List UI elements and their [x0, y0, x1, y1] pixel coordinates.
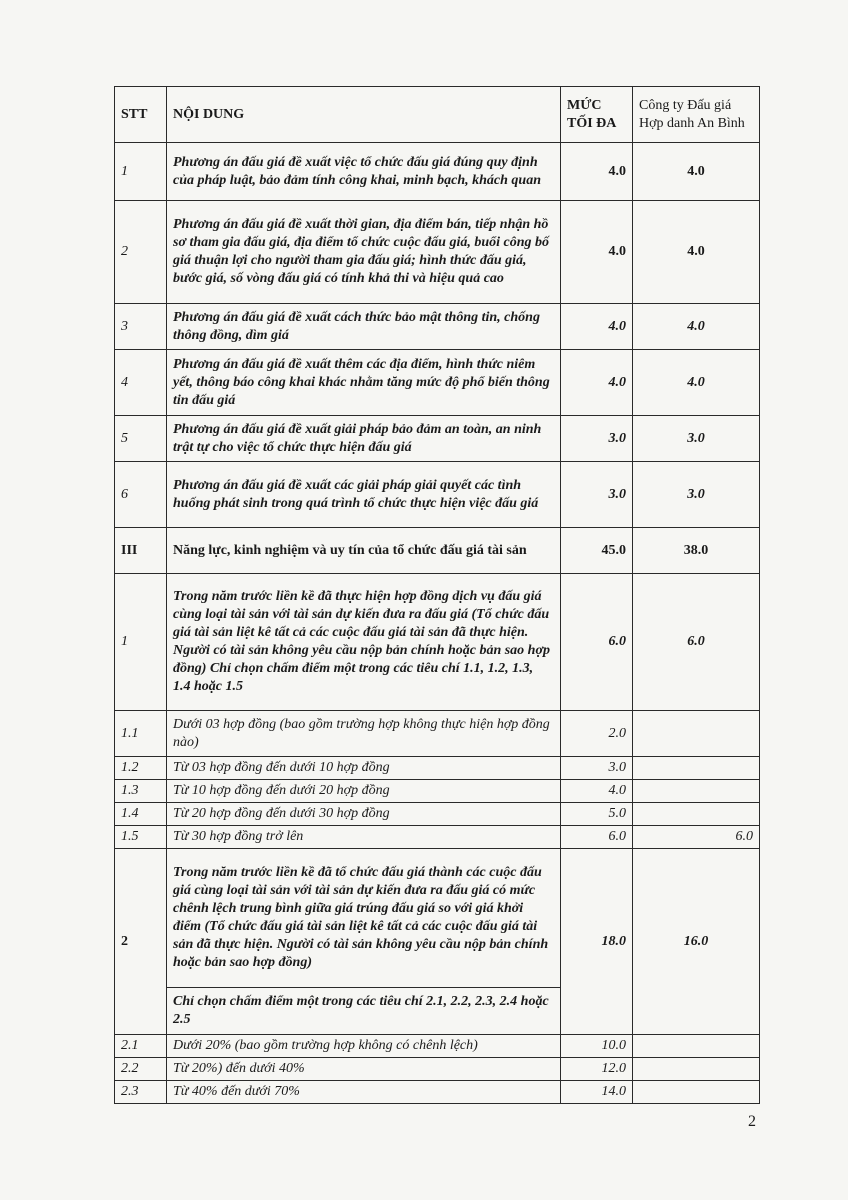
row-max: 14.0: [561, 1081, 633, 1104]
row-score: 38.0: [633, 528, 760, 574]
row-stt: 2.2: [115, 1058, 167, 1081]
row-max: 3.0: [561, 757, 633, 780]
row-content: Trong năm trước liền kề đã tổ chức đấu giá thành các cuộc đấu giá cùng loại tài sản với tài sản dự kiến đưa ra đấu giá có mức chênh lệch trung bình giữa giá trúng đấu giá so với giá khởi điểm (Tổ chức đấu giá tài sản liệt kê tất cả các cuộc đấu giá tài sản đã thực hiện. Người có tài sản không yêu cầu nộp bản chính hoặc bản sao hợp đồng): [167, 849, 561, 988]
row-stt: 1.4: [115, 803, 167, 826]
header-muc-toi-da: MỨC TỐI ĐA: [561, 87, 633, 143]
row-max: 4.0: [561, 143, 633, 201]
row-max: 4.0: [561, 780, 633, 803]
row-max: 4.0: [561, 304, 633, 350]
row-stt: 6: [115, 462, 167, 528]
row-stt: 1.5: [115, 826, 167, 849]
row-stt: 5: [115, 416, 167, 462]
row-score: [633, 757, 760, 780]
page-number: 2: [748, 1113, 756, 1130]
table-row: [115, 143, 760, 201]
row-score: 3.0: [633, 416, 760, 462]
table-row: [115, 304, 760, 350]
row-content: Từ 20 hợp đồng đến dưới 30 hợp đồng: [167, 803, 561, 826]
header-noi-dung: NỘI DUNG: [167, 87, 561, 143]
row-score: 16.0: [633, 849, 760, 1035]
table-row: [115, 849, 760, 988]
table-row: [115, 757, 760, 780]
row-score: [633, 711, 760, 757]
table-row: [115, 826, 760, 849]
table-row: [115, 201, 760, 304]
table-row-section: [115, 528, 760, 574]
row-max: 45.0: [561, 528, 633, 574]
row-stt: 1.1: [115, 711, 167, 757]
row-content: Phương án đấu giá đề xuất thời gian, địa điểm bán, tiếp nhận hồ sơ tham gia đấu giá, địa điểm tổ chức cuộc đấu giá, buổi công bố giá thuận lợi cho người tham gia đấu giá; hình thức đấu giá, bước giá, số vòng đấu giá có tính khả thi và hiệu quả cao: [167, 201, 561, 304]
row-score: 4.0: [633, 201, 760, 304]
row-content: Dưới 20% (bao gồm trường hợp không có chênh lệch): [167, 1035, 561, 1058]
row-content: Từ 30 hợp đồng trở lên: [167, 826, 561, 849]
row-content: Năng lực, kinh nghiệm và uy tín của tổ chức đấu giá tài sản: [167, 528, 561, 574]
row-max: 3.0: [561, 416, 633, 462]
row-content: Từ 10 hợp đồng đến dưới 20 hợp đồng: [167, 780, 561, 803]
table-row: [115, 1035, 760, 1058]
row-content: Từ 40% đến dưới 70%: [167, 1081, 561, 1104]
row-content: Từ 03 hợp đồng đến dưới 10 hợp đồng: [167, 757, 561, 780]
table-row: [115, 350, 760, 416]
row-stt: 4: [115, 350, 167, 416]
header-cong-ty: Công ty Đấu giá Hợp danh An Bình: [633, 87, 760, 143]
row-max: 6.0: [561, 574, 633, 711]
row-content: Chỉ chọn chấm điểm một trong các tiêu chí 2.1, 2.2, 2.3, 2.4 hoặc 2.5: [167, 988, 561, 1035]
row-max: 3.0: [561, 462, 633, 528]
row-score: 4.0: [633, 304, 760, 350]
row-max: 4.0: [561, 350, 633, 416]
row-score: [633, 1081, 760, 1104]
row-content: Trong năm trước liền kề đã thực hiện hợp đồng dịch vụ đấu giá cùng loại tài sản với tài sản dự kiến đưa ra đấu giá (Tổ chức đấu giá tài sản liệt kê tất cả các cuộc đấu giá tài sản đã thực hiện. Người có tài sản không yêu cầu nộp bản chính hoặc bản sao hợp đồng) Chỉ chọn chấm điểm một trong các tiêu chí 1.1, 1.2, 1.3, 1.4 hoặc 1.5: [167, 574, 561, 711]
table-row: [115, 780, 760, 803]
row-stt: 3: [115, 304, 167, 350]
table-row: [115, 416, 760, 462]
row-content: Phương án đấu giá đề xuất cách thức bảo mật thông tin, chống thông đồng, dìm giá: [167, 304, 561, 350]
row-score: [633, 803, 760, 826]
row-max: 18.0: [561, 849, 633, 1035]
row-stt: 2.3: [115, 1081, 167, 1104]
row-score: [633, 780, 760, 803]
row-max: 5.0: [561, 803, 633, 826]
scoring-table: [114, 86, 760, 1104]
row-content: Phương án đấu giá đề xuất giải pháp bảo đảm an toàn, an ninh trật tự cho việc tổ chức thực hiện đấu giá: [167, 416, 561, 462]
row-content: Từ 20%) đến dưới 40%: [167, 1058, 561, 1081]
header-stt: STT: [115, 87, 167, 143]
row-max: 2.0: [561, 711, 633, 757]
row-stt: 1.2: [115, 757, 167, 780]
row-stt: 1.3: [115, 780, 167, 803]
table-row: [115, 803, 760, 826]
table-row: [115, 711, 760, 757]
row-stt: 2.1: [115, 1035, 167, 1058]
row-stt: III: [115, 528, 167, 574]
row-score: [633, 1058, 760, 1081]
table-header-row: [115, 87, 760, 143]
table-row: [115, 1058, 760, 1081]
row-content: Phương án đấu giá đề xuất các giải pháp giải quyết các tình huống phát sinh trong quá trình tổ chức thực hiện việc đấu giá: [167, 462, 561, 528]
row-score: 6.0: [633, 574, 760, 711]
row-stt: 1: [115, 574, 167, 711]
row-score: 6.0: [633, 826, 760, 849]
row-score: 4.0: [633, 350, 760, 416]
row-max: 6.0: [561, 826, 633, 849]
row-max: 4.0: [561, 201, 633, 304]
row-content: Phương án đấu giá đề xuất thêm các địa điểm, hình thức niêm yết, thông báo công khai khác nhằm tăng mức độ phổ biến thông tin đấu giá: [167, 350, 561, 416]
row-stt: 2: [115, 849, 167, 1035]
row-content: Dưới 03 hợp đồng (bao gồm trường hợp không thực hiện hợp đồng nào): [167, 711, 561, 757]
table-row: [115, 1081, 760, 1104]
row-max: 12.0: [561, 1058, 633, 1081]
row-content: Phương án đấu giá đề xuất việc tổ chức đấu giá đúng quy định của pháp luật, bảo đảm tính công khai, minh bạch, khách quan: [167, 143, 561, 201]
row-stt: 2: [115, 201, 167, 304]
row-score: 3.0: [633, 462, 760, 528]
table-row: [115, 462, 760, 528]
row-stt: 1: [115, 143, 167, 201]
row-score: [633, 1035, 760, 1058]
row-score: 4.0: [633, 143, 760, 201]
table-row: [115, 574, 760, 711]
row-max: 10.0: [561, 1035, 633, 1058]
